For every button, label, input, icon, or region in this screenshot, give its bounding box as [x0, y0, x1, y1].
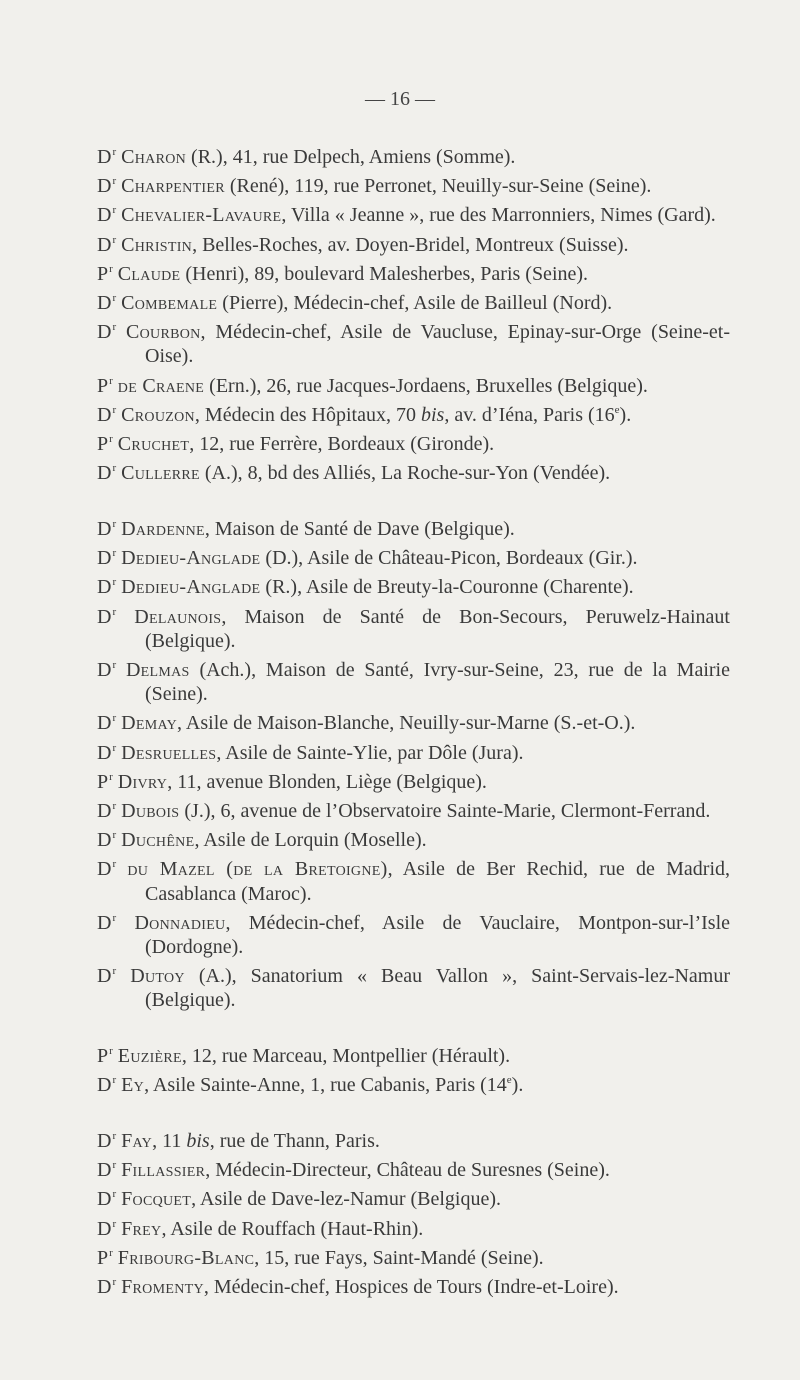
- entry-title: [97, 375, 113, 397]
- entry-name: Divry: [117, 770, 168, 793]
- group-separator: [0, 485, 800, 512]
- title-superscript: r: [112, 741, 117, 754]
- entry-name: Cullerre: [121, 462, 200, 485]
- details-part: , Asile Sainte-Anne, 1, rue Cabanis, Paris (14: [144, 1074, 507, 1097]
- list-entry: [0, 706, 800, 735]
- title-abbrev: D: [97, 576, 112, 599]
- entry-name: Dubois: [121, 799, 180, 822]
- entry-title: [97, 433, 113, 455]
- list-entry: [0, 169, 800, 198]
- entry-details: , Asile de Maison-Blanche, Neuilly-sur-Marne (S.-et-O.).: [177, 712, 636, 735]
- title-superscript: r: [112, 462, 117, 475]
- entry-name: de Craene: [117, 374, 205, 397]
- entry-title: [97, 518, 116, 540]
- entry-name: Charon: [121, 146, 187, 168]
- list-entry: [0, 1270, 800, 1299]
- title-abbrev: D: [97, 233, 112, 256]
- list-entry: [0, 1068, 800, 1097]
- title-superscript: r: [112, 605, 117, 618]
- list-entry: [0, 1182, 800, 1211]
- details-part: , Médecin des Hôpitaux, 70: [194, 403, 421, 426]
- entry-title: [97, 1130, 116, 1152]
- entry-name: Charpentier: [121, 175, 225, 198]
- list-entry: [0, 765, 800, 794]
- list-entry: [0, 257, 800, 286]
- details-part: bis: [186, 1130, 210, 1152]
- title-abbrev: D: [97, 1276, 112, 1299]
- title-superscript: r: [112, 965, 117, 978]
- entry-title: [97, 1045, 113, 1067]
- entry-name: Cruchet: [117, 433, 190, 456]
- list-entry: [0, 1039, 800, 1068]
- title-abbrev: P: [97, 770, 109, 793]
- entry-details: [152, 1130, 380, 1152]
- title-superscript: r: [112, 712, 117, 725]
- entry-details: , Belles-Roches, av. Doyen-Bridel, Montreux (Suisse).: [192, 233, 629, 256]
- entry-details: (Ern.), 26, rue Jacques-Jordaens, Bruxelles (Belgique).: [204, 374, 648, 397]
- list-entry: [0, 1212, 800, 1241]
- title-superscript: r: [112, 829, 117, 842]
- title-abbrev: D: [97, 965, 112, 988]
- title-superscript: r: [112, 517, 117, 530]
- title-superscript: r: [112, 576, 117, 589]
- title-abbrev: D: [97, 204, 112, 227]
- list-entry: [0, 906, 800, 959]
- entry-name: Dedieu-Anglade: [121, 547, 261, 570]
- title-abbrev: P: [97, 1045, 109, 1068]
- group-separator: [0, 1098, 800, 1125]
- entry-title: [97, 462, 116, 484]
- title-abbrev: D: [97, 175, 112, 198]
- entry-title: [97, 263, 113, 285]
- entry-title: [97, 742, 116, 764]
- entry-details: , Médecin-chef, Asile de Vaucluse, Epinay-sur-Orge (Seine-et-Oise).: [145, 321, 731, 368]
- entry-details: , Asile de Dave-lez-Namur (Belgique).: [191, 1188, 502, 1211]
- list-entry: [0, 512, 800, 541]
- entry-details: , Maison de Santé de Bon-Secours, Peruwelz-Hainaut (Belgique).: [145, 605, 730, 652]
- entry-details: , Médecin-chef, Hospices de Tours (Indre-et-Loire).: [203, 1276, 619, 1299]
- title-superscript: r: [109, 1045, 113, 1058]
- title-superscript: r: [112, 1276, 117, 1289]
- list-entry: [0, 140, 800, 169]
- entry-title: [97, 292, 116, 314]
- entry-title: [97, 234, 116, 256]
- entry-title: [97, 858, 116, 880]
- entry-name: Desruelles: [121, 741, 217, 764]
- title-abbrev: D: [97, 799, 112, 822]
- group-separator: [0, 1013, 800, 1040]
- entry-name: Delaunois: [134, 605, 222, 628]
- title-superscript: r: [112, 799, 117, 812]
- entry-title: [97, 659, 116, 681]
- entry-title: [97, 1218, 116, 1240]
- entry-name: Dardenne: [121, 517, 205, 540]
- entry-name: Euzière: [117, 1045, 182, 1068]
- entry-title: [97, 204, 116, 226]
- title-abbrev: D: [97, 1159, 112, 1182]
- entry-name: Dedieu-Anglade: [121, 576, 261, 599]
- list-entry: [0, 794, 800, 823]
- details-part: ).: [511, 1074, 524, 1097]
- title-superscript: r: [109, 262, 113, 275]
- title-abbrev: P: [97, 374, 109, 397]
- list-entry: [0, 427, 800, 456]
- title-abbrev: D: [97, 1188, 112, 1211]
- entry-name: Focquet: [121, 1188, 192, 1211]
- title-abbrev: D: [97, 517, 112, 540]
- entry-title: [97, 1159, 116, 1181]
- list-entry: [0, 228, 800, 257]
- entry-details: , Maison de Santé de Dave (Belgique).: [204, 517, 515, 540]
- title-abbrev: D: [97, 1130, 112, 1152]
- entry-title: [97, 321, 116, 343]
- entry-details: , Asile de Sainte-Ylie, par Dôle (Jura).: [216, 741, 524, 764]
- title-abbrev: D: [97, 1074, 112, 1097]
- entry-title: [97, 404, 116, 426]
- entry-name: Delmas: [125, 658, 190, 681]
- page-number: — 16 —: [365, 88, 435, 110]
- entry-details: (D.), Asile de Château-Picon, Bordeaux (Gir.).: [260, 547, 638, 570]
- title-superscript: r: [112, 146, 117, 158]
- title-superscript: r: [112, 1159, 117, 1172]
- details-part: e: [506, 1074, 512, 1087]
- entry-name: Fay: [121, 1130, 153, 1152]
- list-entry: [0, 315, 800, 368]
- list-entry: [0, 398, 800, 427]
- entry-details: , 12, rue Ferrère, Bordeaux (Gironde).: [189, 433, 495, 456]
- entry-details: (R.), 41, rue Delpech, Amiens (Somme).: [186, 146, 516, 168]
- entry-details: , Asile de Ber Rechid, rue de Madrid, Casablanca (Maroc).: [145, 858, 730, 905]
- list-entry: [0, 852, 800, 905]
- title-superscript: r: [112, 292, 117, 305]
- details-part: e: [614, 403, 620, 416]
- title-abbrev: D: [97, 712, 112, 735]
- list-entry: [0, 570, 800, 599]
- list-entry: [0, 653, 800, 706]
- entry-name: Crouzon: [121, 403, 195, 426]
- entry-title: [97, 606, 116, 628]
- title-superscript: r: [112, 1188, 117, 1201]
- title-abbrev: D: [97, 321, 112, 344]
- entry-details: , Asile de Rouffach (Haut-Rhin).: [161, 1217, 424, 1240]
- title-superscript: r: [109, 374, 113, 387]
- title-superscript: r: [112, 658, 117, 671]
- entry-title: [97, 912, 116, 934]
- entry-name: Frey: [121, 1217, 162, 1240]
- entry-details: , 12, rue Marceau, Montpellier (Hérault).: [181, 1045, 511, 1068]
- entry-title: [97, 146, 116, 168]
- entry-details: (Pierre), Médecin-chef, Asile de Bailleul (Nord).: [217, 292, 613, 315]
- title-superscript: r: [112, 1074, 117, 1087]
- title-abbrev: D: [97, 292, 112, 315]
- entry-details: , Villa « Jeanne », rue des Marronniers, Nimes (Gard).: [281, 204, 716, 227]
- entry-details: (J.), 6, avenue de l’Observatoire Sainte-Marie, Clermont-Ferrand.: [179, 799, 711, 822]
- entry-name: Demay: [121, 712, 178, 735]
- entry-title: [97, 576, 116, 598]
- details-part: , 11: [152, 1130, 187, 1152]
- entry-title: [97, 771, 113, 793]
- title-superscript: r: [109, 433, 113, 446]
- title-superscript: r: [112, 175, 117, 188]
- title-abbrev: P: [97, 433, 109, 456]
- entry-name: Dutoy: [130, 965, 185, 988]
- entry-details: (A.), Sanatorium « Beau Vallon », Saint-Servais-lez-Namur (Belgique).: [145, 965, 730, 1012]
- title-abbrev: P: [97, 262, 109, 285]
- details-part: , rue de Thann, Paris.: [209, 1130, 380, 1152]
- entry-details: [144, 1074, 523, 1096]
- list-entry: [0, 541, 800, 570]
- entry-details: (René), 119, rue Perronet, Neuilly-sur-Seine (Seine).: [224, 175, 652, 198]
- entry-name: Fromenty: [121, 1276, 204, 1299]
- title-superscript: r: [112, 233, 117, 246]
- entry-title: [97, 965, 116, 987]
- list-entry: [0, 456, 800, 485]
- entry-name: Christin: [121, 233, 193, 256]
- entry-name: Duchêne: [121, 829, 195, 852]
- title-superscript: r: [112, 1130, 117, 1142]
- entry-title: [97, 712, 116, 734]
- title-abbrev: D: [97, 858, 112, 881]
- entry-title: [97, 175, 116, 197]
- list-entry: [0, 1241, 800, 1270]
- list-entry: [0, 823, 800, 852]
- entry-name: Ey: [121, 1074, 145, 1097]
- entry-details: , Asile de Lorquin (Moselle).: [194, 829, 427, 852]
- entry-name: Donnadieu: [134, 911, 226, 934]
- title-abbrev: P: [97, 1246, 109, 1269]
- member-list: [0, 140, 800, 1299]
- entry-name: Fribourg-Blanc: [117, 1246, 255, 1269]
- entry-title: [97, 829, 116, 851]
- entry-title: [97, 1074, 116, 1096]
- title-abbrev: D: [97, 403, 112, 426]
- entry-title: [97, 547, 116, 569]
- list-entry: [0, 369, 800, 398]
- entry-title: [97, 1188, 116, 1210]
- title-superscript: r: [112, 403, 117, 416]
- title-superscript: r: [112, 204, 117, 217]
- title-abbrev: D: [97, 1217, 112, 1240]
- title-abbrev: D: [97, 741, 112, 764]
- list-entry: [0, 736, 800, 765]
- list-entry: [0, 1124, 800, 1153]
- entry-details: (A.), 8, bd des Alliés, La Roche-sur-Yon (Vendée).: [199, 462, 611, 485]
- title-abbrev: D: [97, 146, 112, 168]
- entry-name: du Mazel (de la Bretoigne): [127, 858, 388, 881]
- list-entry: [0, 600, 800, 653]
- entry-details: (R.), Asile de Breuty-la-Couronne (Charente).: [260, 576, 634, 599]
- details-part: , av. d’Iéna, Paris (16: [444, 403, 615, 426]
- entry-name: Courbon: [125, 321, 201, 344]
- entry-details: (Ach.), Maison de Santé, Ivry-sur-Seine, 23, rue de la Mairie (Seine).: [145, 658, 730, 706]
- title-abbrev: D: [97, 605, 112, 628]
- title-abbrev: D: [97, 658, 112, 681]
- list-entry: [0, 198, 800, 227]
- title-superscript: r: [112, 547, 117, 560]
- entry-details: [195, 404, 631, 426]
- entry-title: [97, 1276, 116, 1298]
- entry-name: Claude: [117, 262, 181, 285]
- title-superscript: r: [109, 1246, 113, 1259]
- entry-name: Fillassier: [121, 1159, 206, 1182]
- list-entry: [0, 959, 800, 1012]
- entry-details: , Médecin-Directeur, Château de Suresnes (Seine).: [205, 1159, 610, 1182]
- list-entry: [0, 286, 800, 315]
- title-superscript: r: [112, 858, 117, 871]
- title-abbrev: D: [97, 462, 112, 485]
- entry-details: (Henri), 89, boulevard Malesherbes, Paris (Seine).: [180, 262, 589, 285]
- title-superscript: r: [112, 1217, 117, 1230]
- entry-title: [97, 1247, 113, 1269]
- title-superscript: r: [112, 911, 117, 924]
- title-abbrev: D: [97, 547, 112, 570]
- entry-details: , Médecin-chef, Asile de Vauclaire, Montpon-sur-l’Isle (Dordogne).: [145, 911, 730, 958]
- title-superscript: r: [112, 321, 117, 334]
- title-superscript: r: [109, 770, 113, 783]
- entry-title: [97, 800, 116, 822]
- title-abbrev: D: [97, 829, 112, 852]
- title-abbrev: D: [97, 911, 112, 934]
- entry-name: Combemale: [121, 292, 218, 315]
- entry-name: Chevalier-Lavaure: [121, 204, 282, 227]
- details-part: bis: [420, 403, 445, 426]
- details-part: ).: [619, 403, 632, 426]
- list-entry: [0, 1153, 800, 1182]
- entry-details: , 15, rue Fays, Saint-Mandé (Seine).: [254, 1246, 544, 1269]
- entry-details: , 11, avenue Blonden, Liège (Belgique).: [167, 770, 487, 793]
